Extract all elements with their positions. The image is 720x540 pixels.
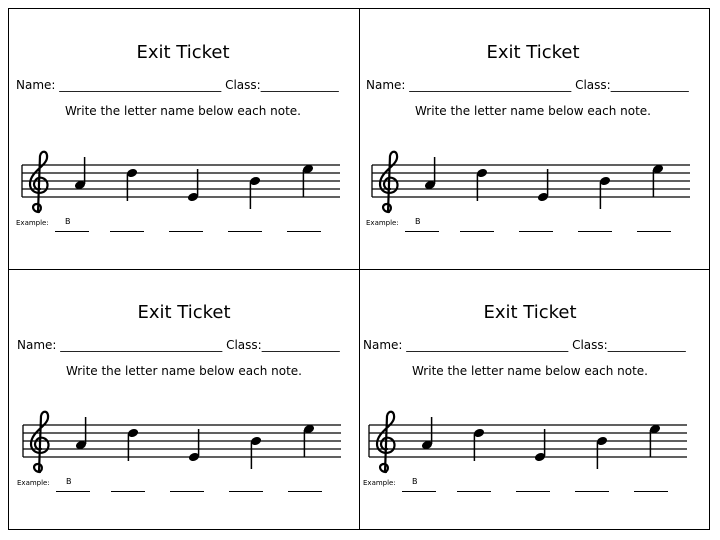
exit-ticket [355, 268, 705, 528]
staff-lines [369, 425, 687, 457]
answer-blank-5[interactable] [634, 491, 668, 492]
class-field[interactable]: _____________ [261, 338, 340, 352]
name-field[interactable]: ___________________________ [409, 78, 572, 92]
answer-blank-1[interactable] [405, 231, 439, 232]
answer-blank-4[interactable] [575, 491, 609, 492]
exit-ticket [8, 8, 358, 268]
class-label: Class: [221, 78, 261, 92]
ticket-title: Exit Ticket [136, 42, 230, 63]
example-label: Example: [16, 219, 49, 227]
answer-blank-3[interactable] [516, 491, 550, 492]
note-f5 [649, 424, 661, 457]
answer-blank-3[interactable] [519, 231, 553, 232]
example-label: Example: [17, 479, 50, 487]
answer-blank-2[interactable] [460, 231, 494, 232]
name-class-row [363, 338, 686, 352]
note-c5 [599, 176, 611, 209]
instructions: Write the letter name below each note. [414, 104, 651, 118]
staff-lines [22, 165, 340, 197]
answer-blank-4[interactable] [578, 231, 612, 232]
note-b4 [424, 157, 436, 190]
example-label: Example: [366, 219, 399, 227]
answer-blank-5[interactable] [287, 231, 321, 232]
example-label: Example: [363, 479, 396, 487]
answer-blank-2[interactable] [457, 491, 491, 492]
treble-clef-icon [31, 412, 49, 472]
answer-blank-5[interactable] [637, 231, 671, 232]
note-e5 [473, 428, 485, 461]
answer-blank-1[interactable] [55, 231, 89, 232]
name-field[interactable]: ___________________________ [60, 338, 223, 352]
class-field[interactable]: _____________ [260, 78, 339, 92]
name-label: Name: [366, 78, 410, 92]
example-answer: B [412, 477, 418, 486]
staff-lines [23, 425, 341, 457]
name-field[interactable]: ___________________________ [406, 338, 569, 352]
note-e5 [476, 168, 488, 201]
answer-blank-4[interactable] [228, 231, 262, 232]
ticket-title: Exit Ticket [486, 42, 580, 63]
name-label: Name: [16, 78, 60, 92]
treble-clef-icon [30, 152, 48, 212]
class-label: Class: [222, 338, 262, 352]
class-field[interactable]: _____________ [610, 78, 689, 92]
answer-blank-5[interactable] [288, 491, 322, 492]
treble-clef-icon [380, 152, 398, 212]
note-f5 [652, 164, 664, 197]
note-f4 [534, 429, 546, 462]
name-label: Name: [363, 338, 407, 352]
answer-blank-1[interactable] [402, 491, 436, 492]
note-e5 [127, 428, 139, 461]
name-field[interactable]: ___________________________ [59, 78, 222, 92]
music-staff [18, 148, 348, 218]
instructions: Write the letter name below each note. [65, 364, 302, 378]
exit-ticket [358, 8, 708, 268]
example-answer: B [65, 217, 71, 226]
class-field[interactable]: _____________ [607, 338, 686, 352]
ticket-title: Exit Ticket [137, 302, 231, 323]
treble-clef-icon [377, 412, 395, 472]
name-class-row [366, 78, 689, 92]
note-f4 [187, 169, 199, 202]
example-answer: B [66, 477, 72, 486]
music-staff [365, 408, 695, 478]
instructions: Write the letter name below each note. [411, 364, 648, 378]
answer-blank-3[interactable] [170, 491, 204, 492]
instructions: Write the letter name below each note. [64, 104, 301, 118]
answer-blank-2[interactable] [110, 231, 144, 232]
note-b4 [74, 157, 86, 190]
name-class-row [17, 338, 340, 352]
note-b4 [75, 417, 87, 450]
exit-ticket [9, 268, 359, 528]
note-c5 [596, 436, 608, 469]
staff-lines [372, 165, 690, 197]
name-class-row [16, 78, 339, 92]
example-answer: B [415, 217, 421, 226]
answer-blank-3[interactable] [169, 231, 203, 232]
note-f5 [303, 424, 315, 457]
class-label: Class: [568, 338, 608, 352]
music-staff [19, 408, 349, 478]
answer-blank-2[interactable] [111, 491, 145, 492]
note-f4 [188, 429, 200, 462]
note-c5 [249, 176, 261, 209]
note-f4 [537, 169, 549, 202]
name-label: Name: [17, 338, 61, 352]
music-staff [368, 148, 698, 218]
ticket-title: Exit Ticket [483, 302, 577, 323]
answer-blank-4[interactable] [229, 491, 263, 492]
class-label: Class: [571, 78, 611, 92]
answer-blank-1[interactable] [56, 491, 90, 492]
note-f5 [302, 164, 314, 197]
note-c5 [250, 436, 262, 469]
note-e5 [126, 168, 138, 201]
note-b4 [421, 417, 433, 450]
